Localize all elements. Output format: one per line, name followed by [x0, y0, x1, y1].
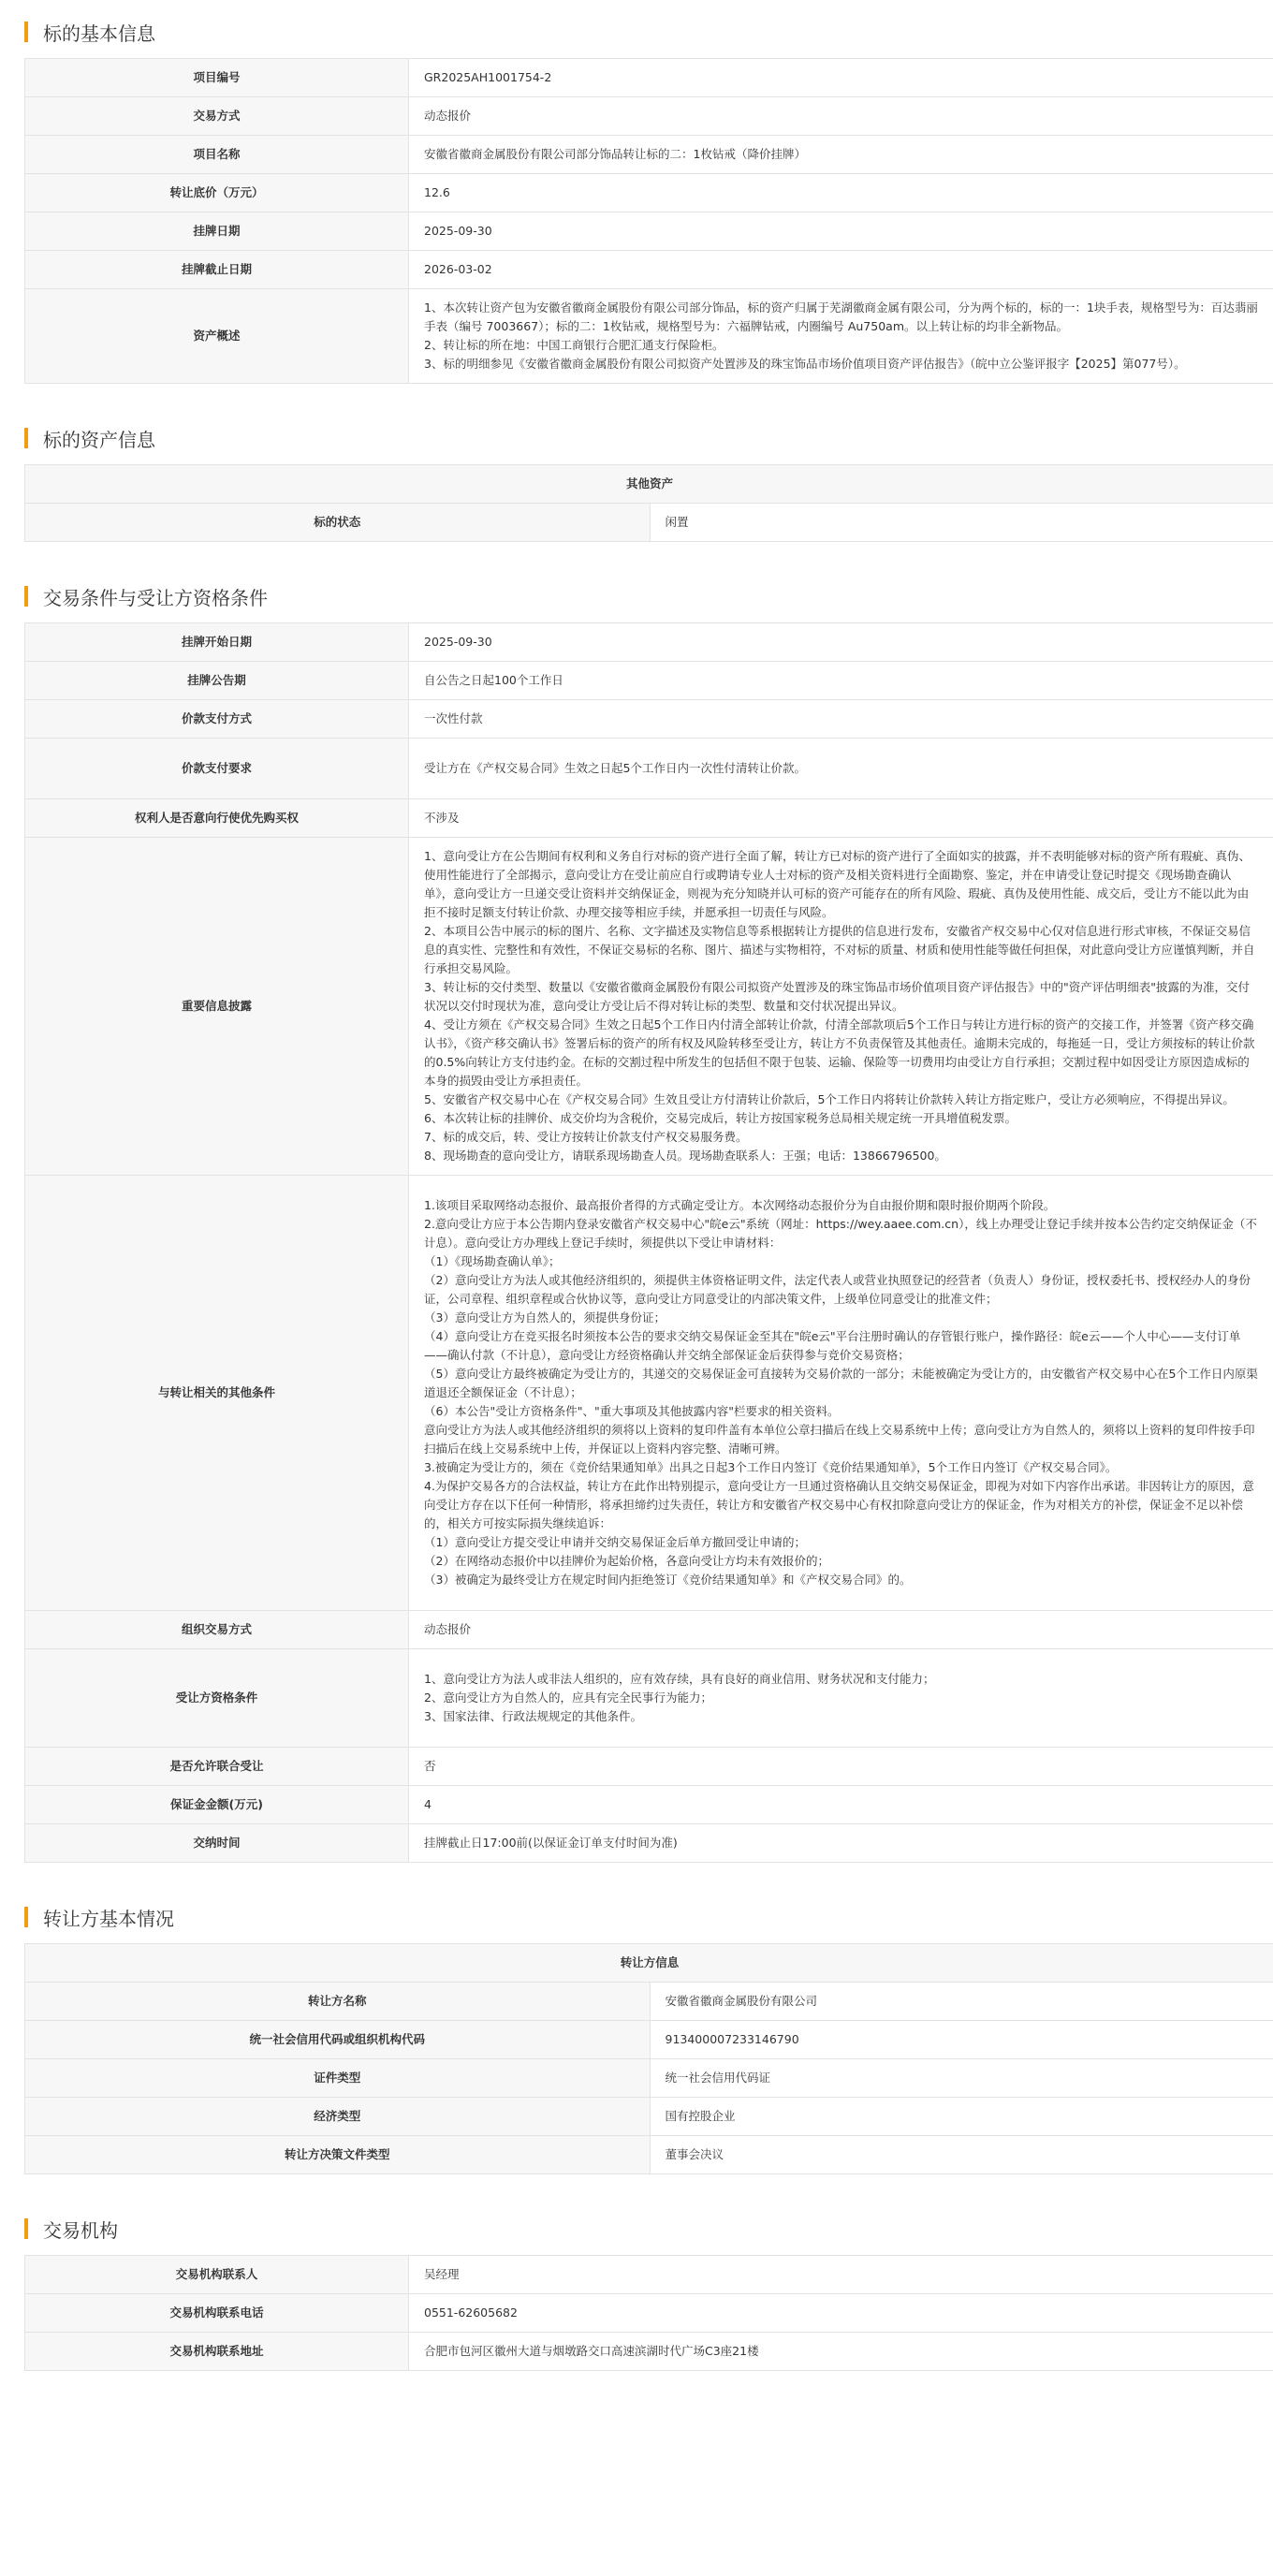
row-value: 挂牌截止日17:00前(以保证金订单支付时间为准) — [409, 1824, 1273, 1863]
section-basic-info — [24, 13, 1258, 384]
row-value: 动态报价 — [409, 1611, 1273, 1649]
row-label: 价款支付方式 — [25, 700, 409, 739]
table-row-org — [25, 1611, 1273, 1649]
row-label: 转让方名称 — [25, 1983, 651, 2021]
asset-overview-text — [409, 289, 1273, 384]
text-line: （3）被确定为最终受让方在规定时间内拒绝签订《竞价结果通知单》和《产权交易合同》的。 — [424, 1573, 912, 1587]
text-line: 5、安徽省产权交易中心在《产权交易合同》生效且受让方付清转让价款后，5个工作日内将转让价款转入转让方指定账户，受让方必须响应，不得提出异议。 — [424, 1092, 1235, 1106]
section-accent-bar — [24, 2218, 28, 2239]
text-line: 4、受让方须在《产权交易合同》生效之日起5个工作日内付清全部转让价款，付清全部款项后5个工作日与转让方进行标的资产的交接工作，并签署《资产移交确认书》，《资产移交确认书》签署后标的资产的所有权及风险转移至受让方，转让方不负责保管及其他责任。逾期未完成的，每拖延一日，受让方须按标的转让价款的0.5%向转让方支付违约金。在标的交割过程中所发生的包括但不限于包装、运输、保险等一切费用均由受让方自行承担；交割过程中如因受让方原因造成标的本身的损毁由受让方承担责任。 — [424, 1017, 1255, 1088]
text-line: 1.该项目采取网络动态报价、最高报价者得的方式确定受让方。本次网络动态报价分为自由报价期和限时报价期两个阶段。 — [424, 1198, 1056, 1212]
text-line: 7、标的成交后，转、受让方按转让价款支付产权交易服务费。 — [424, 1130, 748, 1144]
row-label: 项目名称 — [25, 136, 409, 174]
table-row — [25, 623, 1273, 662]
section-title-text: 交易机构 — [43, 2218, 118, 2242]
table-row — [25, 174, 1273, 212]
text-line: （2）在网络动态报价中以挂牌价为起始价格，各意向受让方均未有效报价的； — [424, 1554, 829, 1568]
row-value: 国有控股企业 — [650, 2098, 1273, 2136]
section-title-transferor — [24, 1898, 1249, 1936]
table-row — [25, 251, 1273, 289]
other-conditions-text — [409, 1176, 1273, 1611]
section-title-institution — [24, 2210, 1249, 2247]
table-row — [25, 662, 1273, 700]
asset-info-table — [24, 464, 1273, 542]
section-title-asset — [24, 419, 1249, 457]
table-row — [25, 504, 1273, 542]
table-row — [25, 212, 1273, 251]
section-title-text: 标的基本信息 — [43, 22, 155, 45]
row-label: 挂牌截止日期 — [25, 251, 409, 289]
row-label: 交易方式 — [25, 97, 409, 136]
text-line: 2.意向受让方应于本公告期内登录安徽省产权交易中心"皖e云"系统（网址：https://wey.aaee.com.cn），线上办理受让登记手续并按本公告约定交纳保证金（不计息）。意向受让方办理线上登记手续时，须提供以下受让申请材料： — [424, 1217, 1257, 1250]
section-accent-bar — [24, 22, 28, 42]
row-value: 统一社会信用代码证 — [650, 2059, 1273, 2098]
text-line: 4.为保护交易各方的合法权益，转让方在此作出特别提示，意向受让方一旦通过资格确认且交纳交易保证金，即视为对如下内容作出承诺。非因转让方的原因，意向受让方存在以下任何一种情形，将承担缔约过失责任，转让方和安徽省产权交易中心有权扣除意向受让方的保证金，作为对相关方的补偿，保证金不足以补偿的，相关方可按实际损失继续追诉： — [424, 1479, 1254, 1530]
text-line: 6、本次转让标的挂牌价、成交价均为含税价，交易完成后，转让方按国家税务总局相关规定统一开具增值税发票。 — [424, 1111, 1017, 1125]
row-label: 是否允许联合受让 — [25, 1748, 409, 1786]
row-value: 安徽省徽商金属股份有限公司 — [650, 1983, 1273, 2021]
row-value: 2025-09-30 — [409, 623, 1273, 662]
text-line: 3、转让标的交付类型、数量以《安徽省徽商金属股份有限公司拟资产处置涉及的珠宝饰品市场价值项目资产评估报告》中的"资产评估明细表"披露的为准，交付状况以交付时现状为准，意向受让方受让后不得对转让标的类型、数量和交付状况提出异议。 — [424, 980, 1250, 1013]
text-line: 2、转让标的所在地：中国工商银行合肥汇通支行保险柜。 — [424, 338, 724, 352]
row-label: 与转让相关的其他条件 — [25, 1176, 409, 1611]
row-label: 挂牌开始日期 — [25, 623, 409, 662]
row-label: 转让方决策文件类型 — [25, 2136, 651, 2174]
text-line: 2、意向受让方为自然人的，应具有完全民事行为能力； — [424, 1690, 712, 1705]
table-row — [25, 2098, 1273, 2136]
section-title-text: 转让方基本情况 — [43, 1907, 174, 1930]
row-value: 12.6 — [409, 174, 1273, 212]
text-line: 3、国家法律、行政法规规定的其他条件。 — [424, 1709, 642, 1723]
row-label: 挂牌公告期 — [25, 662, 409, 700]
row-value: 安徽省徽商金属股份有限公司部分饰品转让标的二：1枚钻戒（降价挂牌） — [409, 136, 1273, 174]
basic-info-table — [24, 58, 1273, 384]
row-value: 动态报价 — [409, 97, 1273, 136]
table-header: 转让方信息 — [25, 1944, 1273, 1983]
text-line: （1）意向受让方提交受让申请并交纳交易保证金后单方撤回受让申请的； — [424, 1535, 806, 1549]
table-row-qualification — [25, 1649, 1273, 1748]
row-label: 组织交易方式 — [25, 1611, 409, 1649]
row-value: 受让方在《产权交易合同》生效之日起5个工作日内一次性付清转让价款。 — [409, 739, 1273, 799]
row-value: 一次性付款 — [409, 700, 1273, 739]
row-value: 不涉及 — [409, 799, 1273, 838]
row-value: 4 — [409, 1786, 1273, 1824]
table-header: 其他资产 — [25, 465, 1273, 504]
table-row — [25, 2333, 1273, 2371]
table-row — [25, 2136, 1273, 2174]
row-label: 项目编号 — [25, 59, 409, 97]
institution-table — [24, 2255, 1273, 2371]
row-label: 重要信息披露 — [25, 838, 409, 1176]
table-row — [25, 136, 1273, 174]
section-asset-info — [24, 419, 1249, 542]
table-row — [25, 1983, 1273, 2021]
table-header-row — [25, 1944, 1273, 1983]
row-value: 自公告之日起100个工作日 — [409, 662, 1273, 700]
table-row — [25, 2021, 1273, 2059]
table-row-other-conditions — [25, 1176, 1273, 1611]
qualification-text — [409, 1649, 1273, 1748]
text-line: 3、标的明细参见《安徽省徽商金属股份有限公司拟资产处置涉及的珠宝饰品市场价值项目资产评估报告》（皖中立公鉴评报字【2025】第077号）。 — [424, 357, 1186, 371]
row-value: 合肥市包河区徽州大道与烟墩路交口高速滨湖时代广场C3座21楼 — [409, 2333, 1273, 2371]
table-row — [25, 2294, 1273, 2333]
row-label: 资产概述 — [25, 289, 409, 384]
text-line: 1、意向受让方在公告期间有权利和义务自行对标的资产进行全面了解，转让方已对标的资产进行了全面如实的披露，并不表明能够对标的资产所有瑕疵、真伪、使用性能进行了全部揭示，意向受让方在受让前应自行或聘请专业人士对标的资产及相关资料进行全面勘察、鉴定，并在申请受让登记时提交《现场勘查确认单》，意向受让方一旦递交受让资料并交纳保证金，则视为充分知晓并认可标的资产可能存在的所有风险、瑕疵、真伪及使用性能、成交后，受让方不能以此为由拒不接时足额支付转让价款、办理交接等相应手续，并愿承担一切责任与风险。 — [424, 849, 1251, 919]
table-row — [25, 2059, 1273, 2098]
disclosure-text — [409, 838, 1273, 1176]
section-institution — [24, 2210, 1249, 2371]
text-line: 1、本次转让资产包为安徽省徽商金属股份有限公司部分饰品，标的资产归属于芜湖徽商金属有限公司，分为两个标的，标的一：1块手表，规格型号为：百达翡丽手表（编号 7003667）；标的二：1枚钻戒，规格型号为：六福牌钻戒，内圈编号 Au750am。以上转让标的均非全新物品。 — [424, 300, 1258, 333]
text-line: （2）意向受让方为法人或其他经济组织的，须提供主体资格证明文件，法定代表人或营业执照登记的经营者（负责人）身份证，授权委托书、授权经办人的身份证，公司章程、组织章程或合伙协议等，意向受让方同意受让的内部决策文件，上级单位同意受让的批准文件； — [424, 1273, 1251, 1306]
section-title-text: 标的资产信息 — [43, 428, 155, 451]
text-line: （3）意向受让方为自然人的，须提供身份证； — [424, 1310, 666, 1325]
table-row — [25, 1786, 1273, 1824]
table-row — [25, 59, 1273, 97]
section-accent-bar — [24, 1907, 28, 1927]
table-row — [25, 739, 1273, 799]
section-transferor — [24, 1898, 1249, 2174]
conditions-table — [24, 622, 1273, 1863]
table-row-overview — [25, 289, 1273, 384]
section-conditions — [24, 578, 1258, 1863]
text-line: 3.被确定为受让方的，须在《竞价结果通知单》出具之日起3个工作日内签订《竞价结果通知单》，5个工作日内签订《产权交易合同》。 — [424, 1460, 1118, 1474]
row-label: 价款支付要求 — [25, 739, 409, 799]
table-row — [25, 700, 1273, 739]
row-value: 2026-03-02 — [409, 251, 1273, 289]
row-label: 交纳时间 — [25, 1824, 409, 1863]
text-line: （5）意向受让方最终被确定为受让方的，其递交的交易保证金可直接转为交易价款的一部分；未能被确定为受让方的，由安徽省产权交易中心在5个工作日内原渠道退还全额保证金（不计息）； — [424, 1367, 1258, 1399]
row-value: 吴经理 — [409, 2256, 1273, 2294]
text-line: 1、意向受让方为法人或非法人组织的，应有效存续，具有良好的商业信用、财务状况和支付能力； — [424, 1672, 935, 1686]
table-header-row — [25, 465, 1273, 504]
table-row — [25, 97, 1273, 136]
table-row-disclosure — [25, 838, 1273, 1176]
text-line: （6）本公告"受让方资格条件"、"重大事项及其他披露内容"栏要求的相关资料。 — [424, 1404, 840, 1418]
row-label: 交易机构联系地址 — [25, 2333, 409, 2371]
row-label: 交易机构联系电话 — [25, 2294, 409, 2333]
row-label: 标的状态 — [25, 504, 651, 542]
text-line: （4）意向受让方在竞买报名时须按本公告的要求交纳交易保证金至其在"皖e云"平台注册时确认的存管银行账户，操作路径：皖e云——个人中心——支付订单——确认付款（不计息），意向受让方经资格确认并交纳全部保证金后获得参与竞价交易资格； — [424, 1329, 1241, 1362]
row-label: 统一社会信用代码或组织机构代码 — [25, 2021, 651, 2059]
row-value: 闲置 — [650, 504, 1273, 542]
section-title-basic — [24, 13, 1249, 51]
table-row — [25, 1748, 1273, 1786]
row-value: GR2025AH1001754-2 — [409, 59, 1273, 97]
row-value: 否 — [409, 1748, 1273, 1786]
row-value: 2025-09-30 — [409, 212, 1273, 251]
text-line: 意向受让方为法人或其他经济组织的须将以上资料的复印件盖有本单位公章扫描后在线上交易系统中上传；意向受让方为自然人的，须将以上资料的复印件按手印扫描后在线上交易系统中上传，并保证以上资料内容完整、清晰可辨。 — [424, 1423, 1255, 1456]
text-line: （1）《现场勘查确认单》； — [424, 1254, 561, 1268]
row-label: 受让方资格条件 — [25, 1649, 409, 1748]
row-label: 交易机构联系人 — [25, 2256, 409, 2294]
section-title-conditions — [24, 578, 1249, 615]
row-value: 0551-62605682 — [409, 2294, 1273, 2333]
row-label: 证件类型 — [25, 2059, 651, 2098]
text-line: 2、本项目公告中展示的标的图片、名称、文字描述及实物信息等系根据转让方提供的信息进行发布，安徽省产权交易中心仅对信息进行形式审核，不保证交易信息的真实性、完整性和有效性，不保证交易标的名称、图片、描述与实物相符，不对标的质量、材质和使用性能等做任何担保，对此意向受让方应谨慎判断，并自行承担交易风险。 — [424, 924, 1255, 975]
row-label: 挂牌日期 — [25, 212, 409, 251]
section-accent-bar — [24, 428, 28, 448]
transferor-table — [24, 1943, 1273, 2174]
text-line: 8、现场勘查的意向受让方，请联系现场勘查人员。现场勘查联系人：王强；电话：13866796500。 — [424, 1149, 946, 1163]
row-value: 董事会决议 — [650, 2136, 1273, 2174]
row-label: 保证金金额(万元) — [25, 1786, 409, 1824]
row-label: 转让底价（万元） — [25, 174, 409, 212]
section-accent-bar — [24, 586, 28, 607]
row-label: 经济类型 — [25, 2098, 651, 2136]
row-label: 权利人是否意向行使优先购买权 — [25, 799, 409, 838]
section-title-text: 交易条件与受让方资格条件 — [43, 586, 268, 609]
table-row — [25, 2256, 1273, 2294]
row-value: 913400007233146790 — [650, 2021, 1273, 2059]
table-row — [25, 1824, 1273, 1863]
table-row — [25, 799, 1273, 838]
